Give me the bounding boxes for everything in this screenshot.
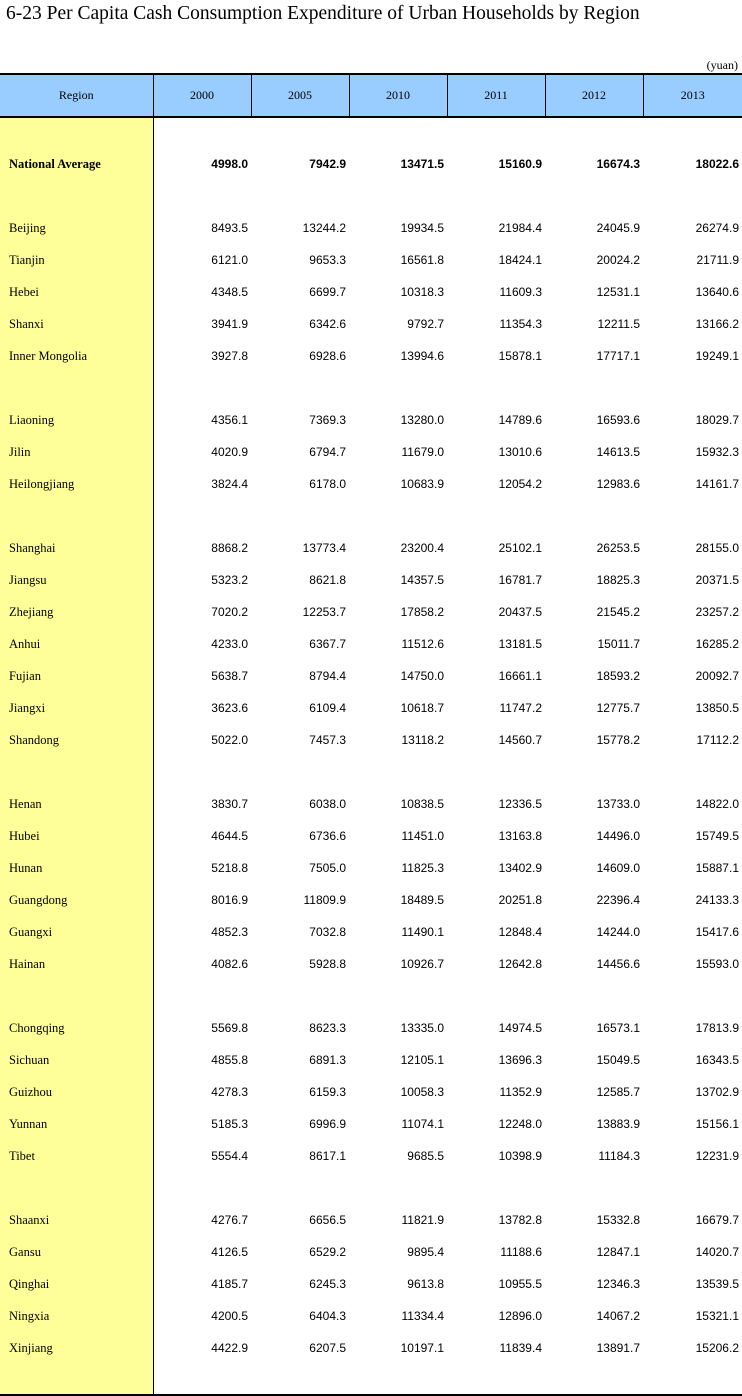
value-cell: 18022.6 (695, 157, 739, 171)
region-name: Gansu (0, 1236, 153, 1268)
value-cell: 11074.1 (401, 1117, 444, 1131)
value-cell: 3830.7 (211, 797, 248, 811)
value-cell: 11451.0 (401, 829, 444, 843)
value-cell: 13118.2 (401, 733, 444, 747)
value-cell: 12585.7 (596, 1085, 640, 1099)
value-cell: 6245.3 (309, 1277, 346, 1291)
value-cell: 14750.0 (400, 669, 444, 683)
value-cell: 15778.2 (596, 733, 640, 747)
value-cell: 4278.3 (211, 1085, 248, 1099)
value-cell: 14161.7 (695, 477, 739, 491)
column-header-year: 2000 (153, 74, 251, 117)
table-row (0, 884, 742, 916)
table-row (0, 916, 742, 948)
value-cell: 9792.7 (407, 317, 444, 331)
value-cell: 16781.7 (498, 573, 542, 587)
value-cell: 13402.9 (498, 861, 542, 875)
value-cell: 4348.5 (211, 285, 248, 299)
value-cell: 8617.1 (309, 1149, 346, 1163)
spacer-row (0, 500, 742, 532)
value-cell: 20437.5 (498, 605, 542, 619)
value-cell: 13702.9 (695, 1085, 739, 1099)
value-cell: 12211.5 (597, 317, 640, 331)
table-row (0, 852, 742, 884)
page-title: 6-23 Per Capita Cash Consumption Expenditure of Urban Households by Region (6, 3, 640, 24)
value-cell: 10955.5 (498, 1277, 542, 1291)
table-row (0, 340, 742, 372)
region-name: Tibet (0, 1140, 153, 1172)
value-cell: 6207.5 (309, 1341, 346, 1355)
value-cell: 10683.9 (400, 477, 444, 491)
value-cell: 15156.1 (695, 1117, 739, 1131)
value-cell: 26253.5 (596, 541, 640, 555)
value-cell: 22396.4 (596, 893, 640, 907)
value-cell: 12531.1 (596, 285, 640, 299)
value-cell: 4998.0 (211, 157, 248, 171)
value-cell: 12248.0 (498, 1117, 542, 1131)
table-row (0, 1076, 742, 1108)
value-cell: 14789.6 (498, 413, 542, 427)
value-cell: 5218.8 (211, 861, 248, 875)
value-cell: 17858.2 (400, 605, 444, 619)
value-cell: 16343.5 (695, 1053, 739, 1067)
table-row (0, 564, 742, 596)
spacer-row (0, 180, 742, 212)
value-cell: 13850.5 (695, 701, 739, 715)
value-cell: 16674.3 (596, 157, 640, 171)
value-cell: 7457.3 (309, 733, 346, 747)
value-cell: 11512.6 (401, 637, 444, 651)
value-cell: 13163.8 (498, 829, 542, 843)
table-row (0, 308, 742, 340)
value-cell: 12253.7 (302, 605, 346, 619)
value-cell: 4233.0 (211, 637, 248, 651)
region-name: Anhui (0, 628, 153, 660)
value-cell: 15321.1 (695, 1309, 739, 1323)
value-cell: 9685.5 (407, 1149, 444, 1163)
value-cell: 4020.9 (211, 445, 248, 459)
value-cell: 14822.0 (695, 797, 739, 811)
region-name: Jiangsu (0, 564, 153, 596)
value-cell: 16573.1 (596, 1021, 640, 1035)
spacer-row (0, 372, 742, 404)
value-cell: 11334.4 (401, 1309, 444, 1323)
value-cell: 4200.5 (211, 1309, 248, 1323)
value-cell: 8493.5 (211, 221, 248, 235)
table-row (0, 1044, 742, 1076)
value-cell: 16285.2 (695, 637, 739, 651)
value-cell: 20092.7 (695, 669, 739, 683)
value-cell: 13696.3 (498, 1053, 542, 1067)
value-cell: 14560.7 (498, 733, 542, 747)
value-cell: 18029.7 (695, 413, 739, 427)
value-cell: 12054.2 (498, 477, 542, 491)
value-cell: 4082.6 (211, 957, 248, 971)
region-name: Henan (0, 788, 153, 820)
table-row (0, 628, 742, 660)
value-cell: 8621.8 (309, 573, 346, 587)
value-cell: 6121.0 (211, 253, 248, 267)
value-cell: 13883.9 (596, 1117, 640, 1131)
table-row (0, 1140, 742, 1172)
value-cell: 15332.8 (596, 1213, 640, 1227)
region-name: Hunan (0, 852, 153, 884)
table-row (0, 1204, 742, 1236)
value-cell: 25102.1 (498, 541, 542, 555)
value-cell: 12231.9 (695, 1149, 739, 1163)
value-cell: 4422.9 (211, 1341, 248, 1355)
value-cell: 12775.7 (596, 701, 640, 715)
value-cell: 13181.5 (498, 637, 542, 651)
region-name: Ningxia (0, 1300, 153, 1332)
value-cell: 11809.9 (303, 893, 346, 907)
value-cell: 11747.2 (499, 701, 542, 715)
table-row (0, 244, 742, 276)
value-cell: 20024.2 (596, 253, 640, 267)
value-cell: 14067.2 (596, 1309, 640, 1323)
column-header-year: 2010 (349, 74, 447, 117)
value-cell: 4276.7 (211, 1213, 248, 1227)
value-cell: 6996.9 (309, 1117, 346, 1131)
value-cell: 6367.7 (309, 637, 346, 651)
value-cell: 3623.6 (211, 701, 248, 715)
value-cell: 10838.5 (400, 797, 444, 811)
table-row (0, 948, 742, 980)
table-row (0, 596, 742, 628)
value-cell: 11825.3 (401, 861, 444, 875)
value-cell: 20371.5 (695, 573, 739, 587)
region-name: Shaanxi (0, 1204, 153, 1236)
value-cell: 3941.9 (211, 317, 248, 331)
value-cell: 6891.3 (309, 1053, 346, 1067)
region-name: Shanghai (0, 532, 153, 564)
table-row (0, 660, 742, 692)
table-row (0, 1268, 742, 1300)
region-name: Jilin (0, 436, 153, 468)
value-cell: 4644.5 (211, 829, 248, 843)
value-cell: 7505.0 (309, 861, 346, 875)
table-row (0, 788, 742, 820)
value-cell: 12848.4 (498, 925, 542, 939)
value-cell: 10398.9 (498, 1149, 542, 1163)
column-header-year: 2013 (643, 74, 742, 117)
table-row (0, 276, 742, 308)
value-cell: 10618.7 (400, 701, 444, 715)
value-cell: 8016.9 (211, 893, 248, 907)
region-name: Hebei (0, 276, 153, 308)
value-cell: 6928.6 (309, 349, 346, 363)
value-cell: 23200.4 (400, 541, 444, 555)
column-header-region: Region (0, 74, 153, 117)
value-cell: 8794.4 (309, 669, 346, 683)
value-cell: 13166.2 (695, 317, 739, 331)
value-cell: 8623.3 (309, 1021, 346, 1035)
value-cell: 28155.0 (695, 541, 739, 555)
table-row (0, 820, 742, 852)
value-cell: 6109.4 (309, 701, 346, 715)
value-cell: 6404.3 (309, 1309, 346, 1323)
spacer-row (0, 117, 742, 148)
value-cell: 4356.1 (211, 413, 248, 427)
value-cell: 4185.7 (211, 1277, 248, 1291)
value-cell: 12336.5 (498, 797, 542, 811)
value-cell: 7942.9 (309, 157, 346, 171)
table-row (0, 1300, 742, 1332)
value-cell: 4126.5 (211, 1245, 248, 1259)
value-cell: 6736.6 (309, 829, 346, 843)
value-cell: 14020.7 (695, 1245, 739, 1259)
value-cell: 3927.8 (211, 349, 248, 363)
region-name: Guangdong (0, 884, 153, 916)
region-name: Yunnan (0, 1108, 153, 1140)
value-cell: 8868.2 (211, 541, 248, 555)
region-name: Tianjin (0, 244, 153, 276)
region-name: Guizhou (0, 1076, 153, 1108)
value-cell: 6159.3 (309, 1085, 346, 1099)
value-cell: 23257.2 (695, 605, 739, 619)
value-cell: 11679.0 (401, 445, 444, 459)
region-name: Xinjiang (0, 1332, 153, 1364)
value-cell: 12642.8 (498, 957, 542, 971)
value-cell: 15049.5 (596, 1053, 640, 1067)
column-header-year: 2005 (251, 74, 349, 117)
unit-label: (yuan) (706, 58, 738, 72)
value-cell: 19934.5 (400, 221, 444, 235)
value-cell: 15749.5 (695, 829, 739, 843)
table-row (0, 1236, 742, 1268)
value-cell: 11354.3 (499, 317, 542, 331)
value-cell: 18424.1 (498, 253, 542, 267)
expenditure-table (0, 73, 742, 1396)
value-cell: 13733.0 (596, 797, 640, 811)
value-cell: 12983.6 (596, 477, 640, 491)
region-name: National Average (0, 148, 153, 180)
value-cell: 16561.8 (400, 253, 444, 267)
value-cell: 10197.1 (400, 1341, 444, 1355)
value-cell: 10058.3 (400, 1085, 444, 1099)
value-cell: 7020.2 (211, 605, 248, 619)
value-cell: 16679.7 (695, 1213, 739, 1227)
value-cell: 11490.1 (401, 925, 444, 939)
table-row (0, 436, 742, 468)
table-row (0, 1108, 742, 1140)
value-cell: 3824.4 (211, 477, 248, 491)
region-name: Beijing (0, 212, 153, 244)
value-cell: 16593.6 (596, 413, 640, 427)
value-cell: 15417.6 (695, 925, 739, 939)
region-name: Qinghai (0, 1268, 153, 1300)
value-cell: 18825.3 (596, 573, 640, 587)
spacer-row (0, 1364, 742, 1395)
value-cell: 14357.5 (400, 573, 444, 587)
table-row (0, 532, 742, 564)
value-cell: 15887.1 (695, 861, 739, 875)
value-cell: 6342.6 (309, 317, 346, 331)
spacer-row (0, 756, 742, 788)
value-cell: 14609.0 (596, 861, 640, 875)
value-cell: 7032.8 (309, 925, 346, 939)
value-cell: 13010.6 (498, 445, 542, 459)
value-cell: 11821.9 (401, 1213, 444, 1227)
value-cell: 5323.2 (211, 573, 248, 587)
value-cell: 7369.3 (309, 413, 346, 427)
header-row (0, 74, 742, 117)
value-cell: 13280.0 (400, 413, 444, 427)
value-cell: 13335.0 (400, 1021, 444, 1035)
region-name: Heilongjiang (0, 468, 153, 500)
value-cell: 5185.3 (211, 1117, 248, 1131)
value-cell: 13640.6 (695, 285, 739, 299)
region-name: Jiangxi (0, 692, 153, 724)
region-name: Hainan (0, 948, 153, 980)
table-row (0, 1012, 742, 1044)
value-cell: 17813.9 (695, 1021, 739, 1035)
table-row (0, 1332, 742, 1364)
value-cell: 6529.2 (309, 1245, 346, 1259)
region-name: Guangxi (0, 916, 153, 948)
value-cell: 5554.4 (211, 1149, 248, 1163)
table-row (0, 212, 742, 244)
value-cell: 4852.3 (211, 925, 248, 939)
value-cell: 14244.0 (596, 925, 640, 939)
value-cell: 13891.7 (596, 1341, 640, 1355)
value-cell: 6656.5 (309, 1213, 346, 1227)
value-cell: 15932.3 (695, 445, 739, 459)
value-cell: 6038.0 (309, 797, 346, 811)
value-cell: 11188.6 (500, 1245, 542, 1259)
value-cell: 14974.5 (498, 1021, 542, 1035)
region-name: Sichuan (0, 1044, 153, 1076)
value-cell: 20251.8 (498, 893, 542, 907)
value-cell: 14496.0 (596, 829, 640, 843)
value-cell: 15593.0 (695, 957, 739, 971)
spacer-row (0, 980, 742, 1012)
value-cell: 12346.3 (596, 1277, 640, 1291)
value-cell: 24045.9 (596, 221, 640, 235)
value-cell: 15878.1 (498, 349, 542, 363)
spacer-row (0, 1172, 742, 1204)
value-cell: 14613.5 (596, 445, 640, 459)
table-row (0, 724, 742, 756)
value-cell: 17112.2 (696, 733, 739, 747)
value-cell: 11184.3 (598, 1149, 640, 1163)
value-cell: 21545.2 (596, 605, 640, 619)
value-cell: 21984.4 (498, 221, 542, 235)
value-cell: 5638.7 (211, 669, 248, 683)
value-cell: 13244.2 (302, 221, 346, 235)
value-cell: 18489.5 (400, 893, 444, 907)
value-cell: 24133.3 (695, 893, 739, 907)
value-cell: 5022.0 (211, 733, 248, 747)
value-cell: 11609.3 (499, 285, 542, 299)
value-cell: 6794.7 (309, 445, 346, 459)
value-cell: 10926.7 (400, 957, 444, 971)
value-cell: 13773.4 (302, 541, 346, 555)
region-name: Chongqing (0, 1012, 153, 1044)
value-cell: 18593.2 (596, 669, 640, 683)
value-cell: 15011.7 (597, 637, 640, 651)
value-cell: 14456.6 (596, 957, 640, 971)
value-cell: 12847.1 (596, 1245, 640, 1259)
value-cell: 15206.2 (695, 1341, 739, 1355)
value-cell: 5928.8 (309, 957, 346, 971)
region-name: Shandong (0, 724, 153, 756)
table-body (0, 117, 742, 1395)
table-row (0, 148, 742, 180)
table-row (0, 468, 742, 500)
column-header-year: 2012 (545, 74, 643, 117)
value-cell: 13539.5 (695, 1277, 739, 1291)
value-cell: 12105.1 (400, 1053, 444, 1067)
region-name: Inner Mongolia (0, 340, 153, 372)
value-cell: 13782.8 (498, 1213, 542, 1227)
table-row (0, 404, 742, 436)
value-cell: 17717.1 (596, 349, 640, 363)
value-cell: 10318.3 (400, 285, 444, 299)
value-cell: 26274.9 (695, 221, 739, 235)
value-cell: 9895.4 (407, 1245, 444, 1259)
value-cell: 21711.9 (696, 253, 739, 267)
value-cell: 13994.6 (400, 349, 444, 363)
value-cell: 9653.3 (309, 253, 346, 267)
value-cell: 9613.8 (407, 1277, 444, 1291)
value-cell: 4855.8 (211, 1053, 248, 1067)
value-cell: 12896.0 (498, 1309, 542, 1323)
value-cell: 6699.7 (309, 285, 346, 299)
column-header-year: 2011 (447, 74, 545, 117)
region-name: Fujian (0, 660, 153, 692)
value-cell: 11352.9 (499, 1085, 542, 1099)
region-name: Hubei (0, 820, 153, 852)
table-row (0, 692, 742, 724)
value-cell: 6178.0 (309, 477, 346, 491)
value-cell: 11839.4 (499, 1341, 542, 1355)
region-name: Shanxi (0, 308, 153, 340)
value-cell: 5569.8 (211, 1021, 248, 1035)
region-name: Zhejiang (0, 596, 153, 628)
value-cell: 13471.5 (400, 157, 444, 171)
value-cell: 16661.1 (498, 669, 542, 683)
region-name: Liaoning (0, 404, 153, 436)
value-cell: 15160.9 (498, 157, 542, 171)
value-cell: 19249.1 (695, 349, 739, 363)
